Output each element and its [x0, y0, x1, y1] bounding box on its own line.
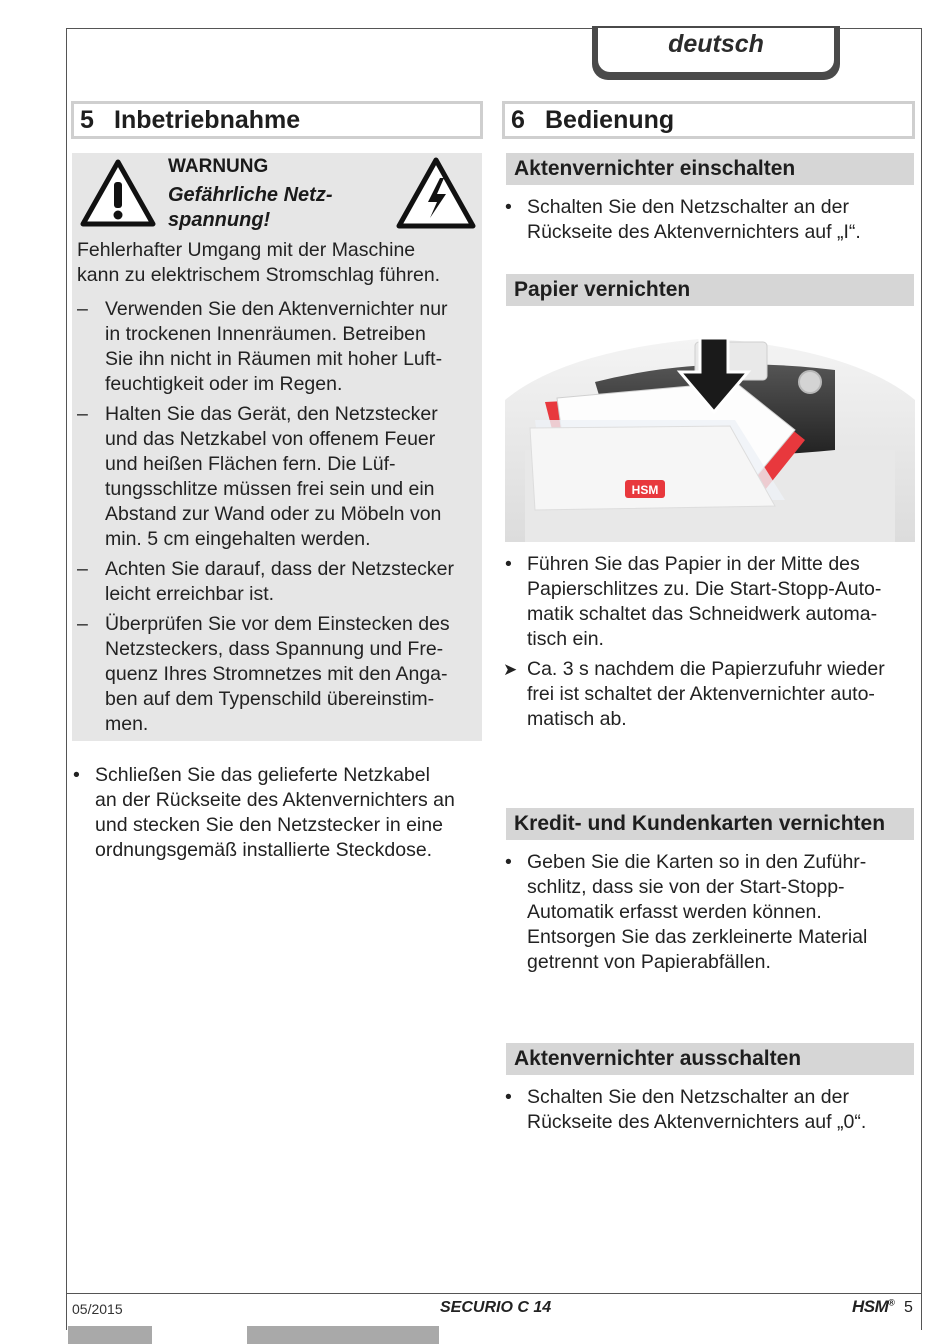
step-line: Entsorgen Sie das zerkleinerte Material: [527, 926, 868, 948]
warning-item-line: leicht erreichbar ist.: [105, 583, 275, 605]
subheading-switch-on: Aktenvernichter einschalten: [506, 153, 914, 185]
step-item: [70, 763, 490, 863]
step-line: schlitz, dass sie von der Start-Stopp-: [527, 876, 845, 898]
warning-item-line: min. 5 cm eingehalten werden.: [105, 528, 371, 550]
step-line: an der Rückseite des Aktenvernichters an: [95, 789, 455, 811]
section-6-number: 6: [511, 106, 525, 134]
warning-item: [77, 297, 481, 397]
warning-item: [77, 612, 481, 737]
warning-item: [77, 557, 481, 607]
step-line: Schließen Sie das gelieferte Netzkabel: [95, 764, 430, 786]
warning-label: WARNUNG: [168, 156, 269, 177]
warning-list: [77, 297, 481, 742]
result-item: [503, 657, 915, 732]
section-5-title: Inbetriebnahme: [114, 106, 301, 134]
subheading-cards: Kredit- und Kundenkarten vernichten: [506, 808, 914, 840]
footer-bar: [247, 1326, 439, 1344]
warning-item-line: Verwenden Sie den Aktenvernichter nur: [105, 298, 448, 320]
result-line: Ca. 3 s nachdem die Papierzufuhr wieder: [527, 658, 885, 680]
section-5-heading: [71, 101, 483, 139]
step-line: ordnungsgemäß installierte Steckdose.: [95, 839, 433, 861]
warning-intro-line: Fehlerhafter Umgang mit der Maschine: [77, 239, 416, 261]
bullet-marker: •: [505, 851, 512, 873]
step-line: und stecken Sie den Netzstecker in eine: [95, 814, 443, 836]
subheading-switch-off: Aktenvernichter ausschalten: [506, 1043, 914, 1075]
warning-item-line: und das Netzkabel von offenem Feuer: [105, 428, 436, 450]
step-line: Schalten Sie den Netzschalter an der: [527, 196, 849, 218]
result-arrow-icon: ➤: [503, 660, 518, 679]
paper-steps: [503, 552, 915, 737]
dash-marker: –: [77, 403, 88, 425]
electric-hazard-icon: [396, 156, 476, 230]
footer-bar: [68, 1326, 152, 1344]
result-line: frei ist schaltet der Aktenvernichter auto-: [527, 683, 875, 705]
warning-item-line: Überprüfen Sie vor dem Einstecken des: [105, 613, 450, 635]
warning-hazard-line: spannung!: [168, 209, 271, 231]
section-6-heading: [502, 101, 915, 139]
language-label: deutsch: [668, 30, 764, 58]
warning-item-line: Halten Sie das Gerät, den Netzstecker: [105, 403, 438, 425]
footer-brand-logo: [852, 1297, 894, 1317]
device-brand-logo: HSM: [631, 483, 659, 497]
warning-intro: [77, 238, 477, 288]
cards-steps: [503, 850, 915, 980]
warning-item-line: ben auf dem Typenschild übereinstim-: [105, 688, 435, 710]
bullet-marker: •: [505, 1086, 512, 1108]
step-item: [503, 195, 915, 245]
warning-item-line: Netzsteckers, dass Spannung und Fre-: [105, 638, 444, 660]
warning-item-line: tungsschlitze müssen frei sein und ein: [105, 478, 435, 500]
footer-model: SECURIO C 14: [440, 1299, 552, 1316]
warning-hazard: [168, 183, 368, 233]
bullet-marker: •: [73, 764, 80, 786]
footer-brand-mark: ®: [888, 1297, 895, 1308]
step-item: [503, 1085, 915, 1135]
dash-marker: –: [77, 298, 88, 320]
dash-marker: –: [77, 613, 88, 635]
section-5-number: 5: [80, 106, 94, 134]
bullet-marker: •: [505, 553, 512, 575]
step-item: [503, 552, 915, 652]
shredder-illustration: [505, 330, 915, 542]
shredder-photo: [505, 330, 915, 542]
warning-intro-line: kann zu elektrischem Stromschlag führen.: [77, 264, 441, 286]
warning-hazard-line: Gefährliche Netz-: [168, 184, 333, 206]
warning-item: [77, 402, 481, 552]
warning-item-line: quenz Ihres Stromnetzes mit den Anga-: [105, 663, 448, 685]
step-line: getrennt von Papierabfällen.: [527, 951, 771, 973]
warning-item-line: und heißen Flächen fern. Die Lüf-: [105, 453, 396, 475]
page-number: 5: [904, 1299, 913, 1316]
footer-divider: [66, 1293, 922, 1294]
step-line: tisch ein.: [527, 628, 604, 650]
step-line: Schalten Sie den Netzschalter an der: [527, 1086, 849, 1108]
bullet-marker: •: [505, 196, 512, 218]
step-line: matik schaltet das Schneidwerk automa-: [527, 603, 878, 625]
warning-triangle-icon: [80, 158, 156, 228]
warning-item-line: in trockenen Innenräumen. Betreiben: [105, 323, 426, 345]
subheading-paper: Papier vernichten: [506, 274, 914, 306]
step-line: Rückseite des Aktenvernichters auf „0“.: [527, 1111, 867, 1133]
step-line: Papierschlitzes zu. Die Start-Stopp-Auto-: [527, 578, 882, 600]
footer-date: 05/2015: [72, 1301, 123, 1317]
warning-item-line: Achten Sie darauf, dass der Netzstecker: [105, 558, 455, 580]
step-item: [503, 850, 915, 975]
result-line: matisch ab.: [527, 708, 627, 730]
warning-item-line: Sie ihn nicht in Räumen mit hoher Luft-: [105, 348, 443, 370]
step-line: Führen Sie das Papier in der Mitte des: [527, 553, 860, 575]
footer-brand: HSM: [852, 1297, 889, 1316]
step-line: Geben Sie die Karten so in den Zuführ-: [527, 851, 867, 873]
warning-item-line: men.: [105, 713, 149, 735]
warning-item-line: Abstand zur Wand oder zu Möbeln von: [105, 503, 442, 525]
warning-item-line: feuchtigkeit oder im Regen.: [105, 373, 343, 395]
dash-marker: –: [77, 558, 88, 580]
switch-off-steps: [503, 1085, 915, 1140]
step-line: Automatik erfasst werden können.: [527, 901, 822, 923]
switch-on-steps: [503, 195, 915, 250]
step-line: Rückseite des Aktenvernichters auf „I“.: [527, 221, 861, 243]
section-6-title: Bedienung: [545, 106, 675, 134]
section-5-steps: [70, 763, 490, 868]
